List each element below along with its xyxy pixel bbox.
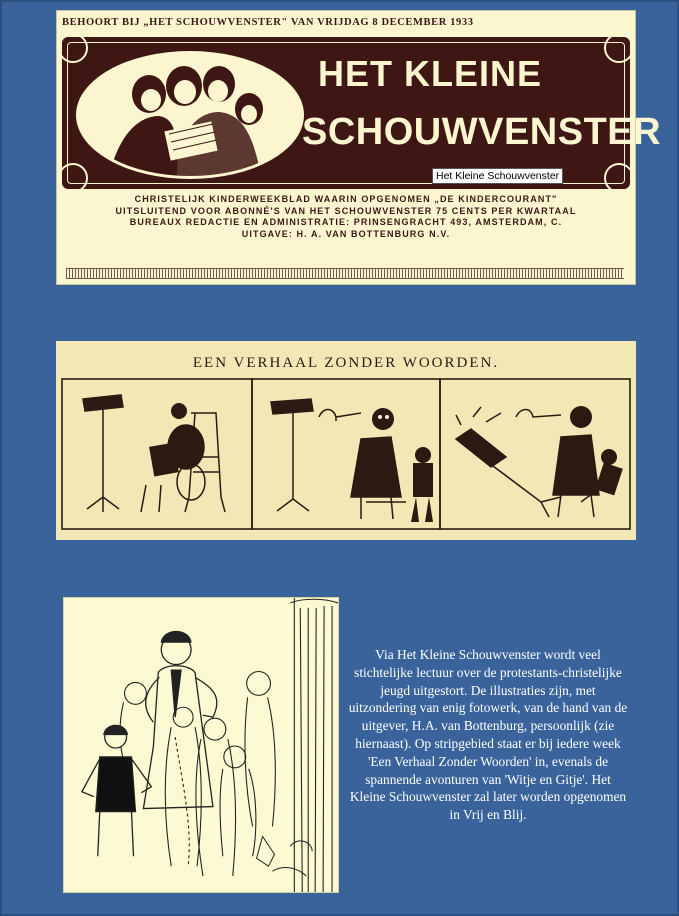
masthead-rule bbox=[66, 268, 624, 279]
masthead-info-line: BUREAUX REDACTIE EN ADMINISTRATIE: PRINSENGRACHT 493, AMSTERDAM, C. bbox=[129, 217, 563, 227]
corner-ornament-icon bbox=[604, 163, 634, 193]
caption-text: Via Het Kleine Schouwvenster wordt veel stichtelijke lectuur over de protestants-christelijke jeugd uitgestort. De illustraties zijn, met uitzondering van enig fotowerk, van de hand van de uitgever, H.A. van Bottenburg, persoonlijk (zie hiernaast). Op stripgebied staat er bij iedere week 'Een Verhaal Zonder Woorden' in, evenals de spannende avonturen van 'Witje en Gitje'. Het Kleine Schouwvenster zal later worden opgenomen in Vrij en Blij. bbox=[348, 647, 628, 823]
children-reading-illustration bbox=[76, 51, 304, 179]
masthead-banner bbox=[62, 37, 662, 189]
comic-strip-image[interactable] bbox=[56, 341, 636, 540]
corner-ornament-icon bbox=[58, 33, 88, 63]
corner-ornament-icon bbox=[58, 163, 88, 193]
masthead-info bbox=[62, 194, 630, 240]
masthead-info-line: UITSLUITEND VOOR ABONNÉ'S VAN HET SCHOUWVENSTER 75 CENTS PER KWARTAAL bbox=[115, 205, 577, 216]
masthead-info-line: UITGAVE: H. A. VAN BOTTENBURG N.V. bbox=[241, 228, 451, 239]
masthead-topline: BEHOORT BIJ „HET SCHOUWVENSTER" VAN VRIJDAG 8 DECEMBER 1933 bbox=[62, 17, 474, 28]
strip-title: EEN VERHAAL ZONDER WOORDEN. bbox=[192, 355, 500, 371]
masthead-image[interactable] bbox=[56, 10, 662, 285]
image-tooltip: Het Kleine Schouwvenster bbox=[432, 168, 563, 184]
masthead-info-line: CHRISTELIJK KINDERWEEKBLAD WAARIN OPGENOMEN „DE KINDERCOURANT" bbox=[134, 194, 558, 204]
corner-ornament-icon bbox=[604, 33, 634, 63]
masthead-title-line1: HET KLEINE bbox=[318, 53, 543, 94]
illustration-image[interactable] bbox=[63, 597, 339, 893]
masthead-title-line2: SCHOUWVENSTER bbox=[302, 111, 662, 153]
comic-panels bbox=[61, 377, 631, 535]
